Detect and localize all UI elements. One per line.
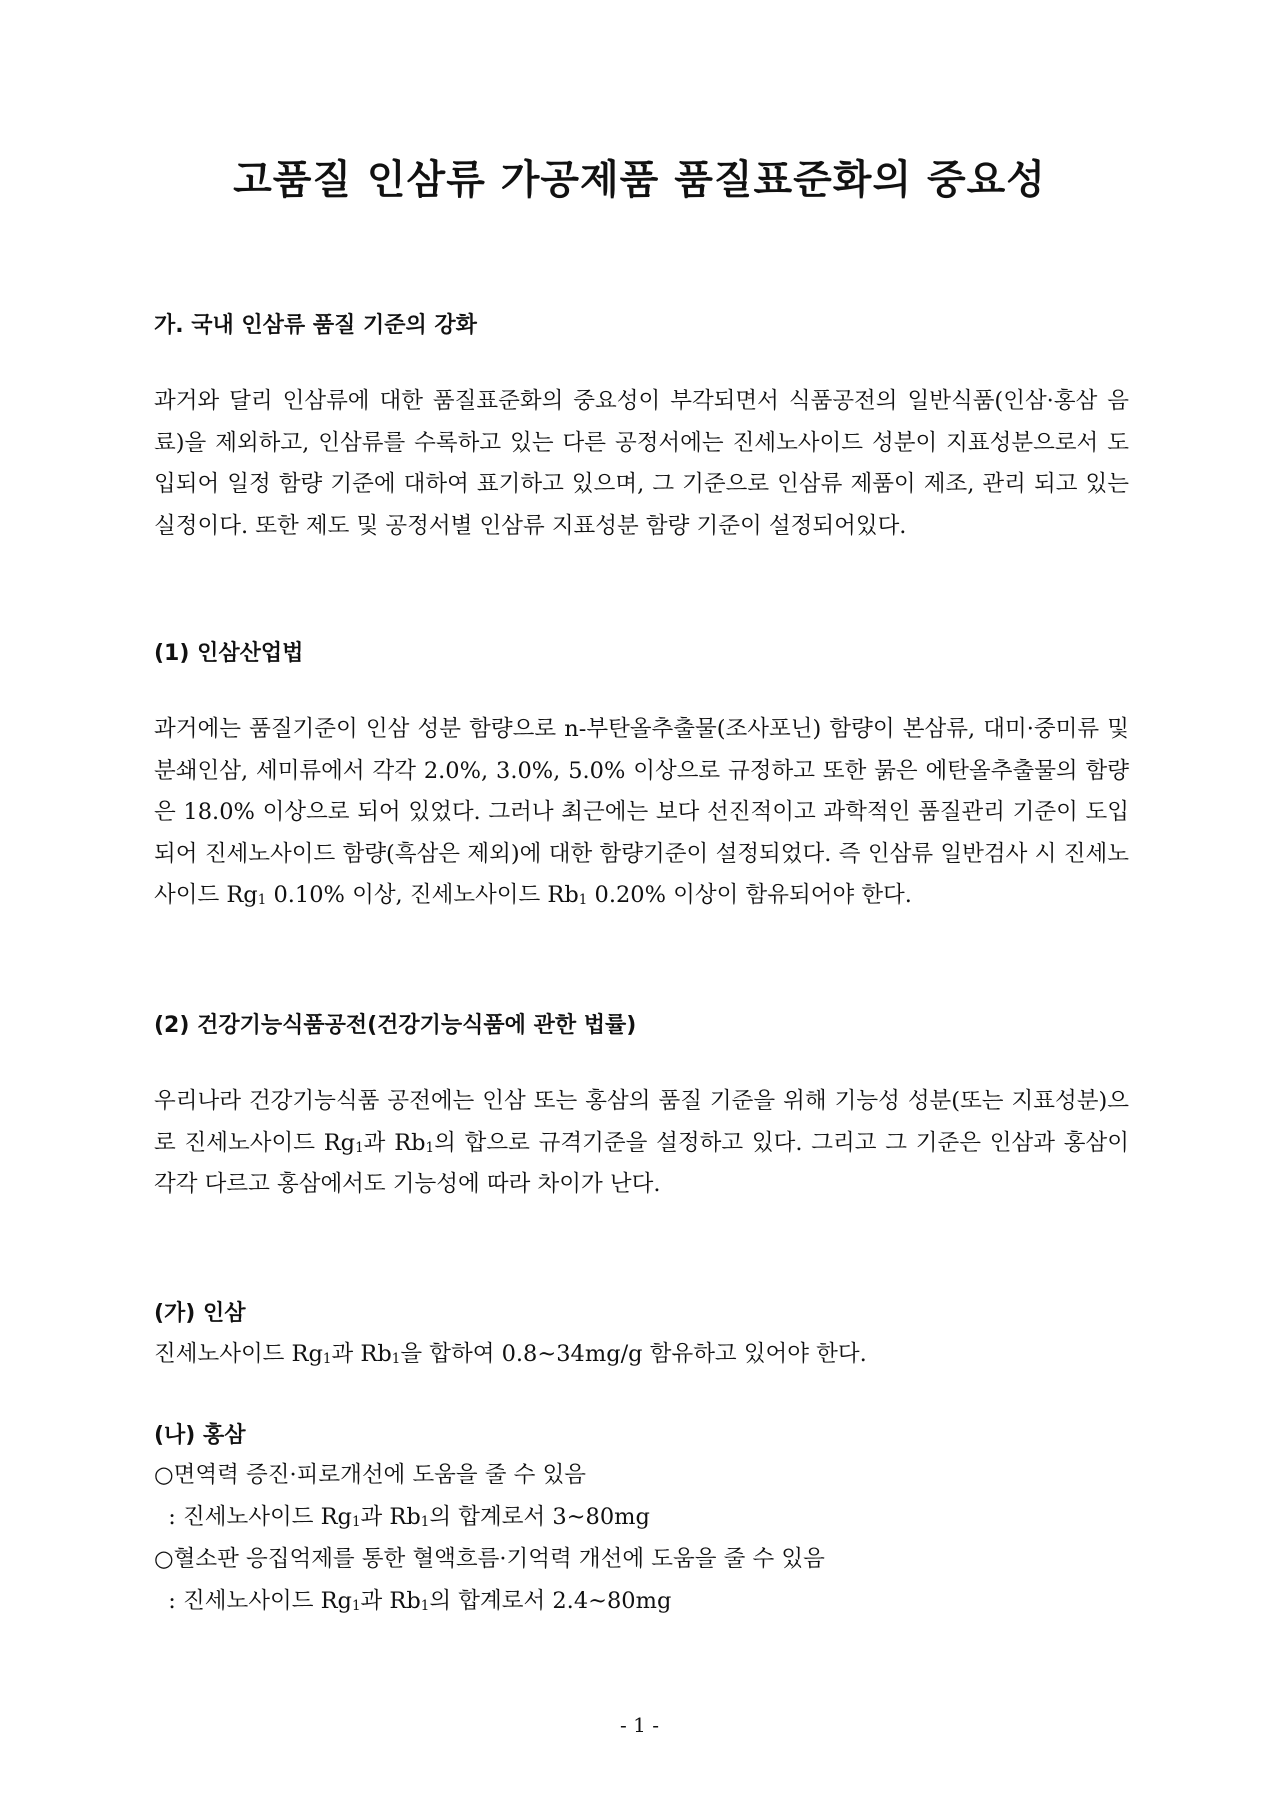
section-ga-paragraph: 과거와 달리 인삼류에 대한 품질표준화의 중요성이 부각되면서 식품공전의 일반식품(인삼·홍삼 음료)을 제외하고, 인삼류를 수록하고 있는 다른 공정서에는 진세노사이드 성분이 지표성분으로서 도입되어 일정 함량 기준에 대하여 표기하고 있으며, 그 기준으로 인삼류 제품이 제조, 관리 되고 있는 실정이다. 또한 제도 및 공정서별 인삼류 지표성분 함량 기준이 설정되어있다. — [154, 388, 1129, 539]
subsection-heading-ginseng: (가) 인삼 — [154, 1301, 246, 1326]
page-number: - 1 - — [620, 1713, 659, 1737]
page-title: 고품질 인삼류 가공제품 품질표준화의 중요성 — [233, 157, 1046, 203]
red-ginseng-item-1: ○면역력 증진·피로개선에 도움을 줄 수 있음 — [154, 1462, 587, 1488]
section-1-paragraph: 과거에는 품질기준이 인삼 성분 함량으로 n-부탄올추출물(조사포닌) 함량이 본삼류, 대미·중미류 및 분쇄인삼, 세미류에서 각각 2.0%, 3.0%, 5.0% 이상으로 규정하고 또한 묽은 에탄올추출물의 함량은 18.0% 이상으로 되어 있었다. 그러나 최근에는 보다 선진적이고 과학적인 품질관리 기준이 도입되어 진세노사이드 함량(흑삼은 제외)에 대한 함량기준이 설정되었다. 즉 인삼류 일반검사 시 진세노사이드 $Rg_1$ 0.10% 이상, 진세노사이드 $Rb_1$ 0.20% 이상이 함유되어야 한다. — [154, 716, 1129, 909]
subsection-heading-red-ginseng: (나) 홍삼 — [154, 1423, 246, 1448]
ginseng-standard-text: 진세노사이드 $Rg_1$과 $Rb_1$을 합하여 0.8~34mg/g 함유하고 있어야 한다. — [154, 1341, 867, 1368]
red-ginseng-item-2-detail: : 진세노사이드 $Rg_1$과 $Rb_1$의 합계로서 2.4~80mg — [154, 1588, 672, 1615]
section-heading-1: (1) 인삼산업법 — [154, 641, 304, 666]
section-2-paragraph: 우리나라 건강기능식품 공전에는 인삼 또는 홍삼의 품질 기준을 위해 기능성 성분(또는 지표성분)으로 진세노사이드 $Rg_1$과 $Rb_1$의 합으로 규격기준을 설정하고 있다. 그리고 그 기준은 인삼과 홍삼이 각각 다르고 홍삼에서도 기능성에 따라 차이가 난다. — [154, 1088, 1129, 1197]
red-ginseng-item-2: ○혈소판 응집억제를 통한 혈액흐름·기억력 개선에 도움을 줄 수 있음 — [154, 1546, 825, 1572]
section-heading-2: (2) 건강기능식품공전(건강기능식품에 관한 법률) — [154, 1013, 637, 1038]
section-heading-ga: 가. 국내 인삼류 품질 기준의 강화 — [154, 313, 477, 338]
red-ginseng-item-1-detail: : 진세노사이드 $Rg_1$과 $Rb_1$의 합계로서 3~80mg — [154, 1504, 650, 1531]
